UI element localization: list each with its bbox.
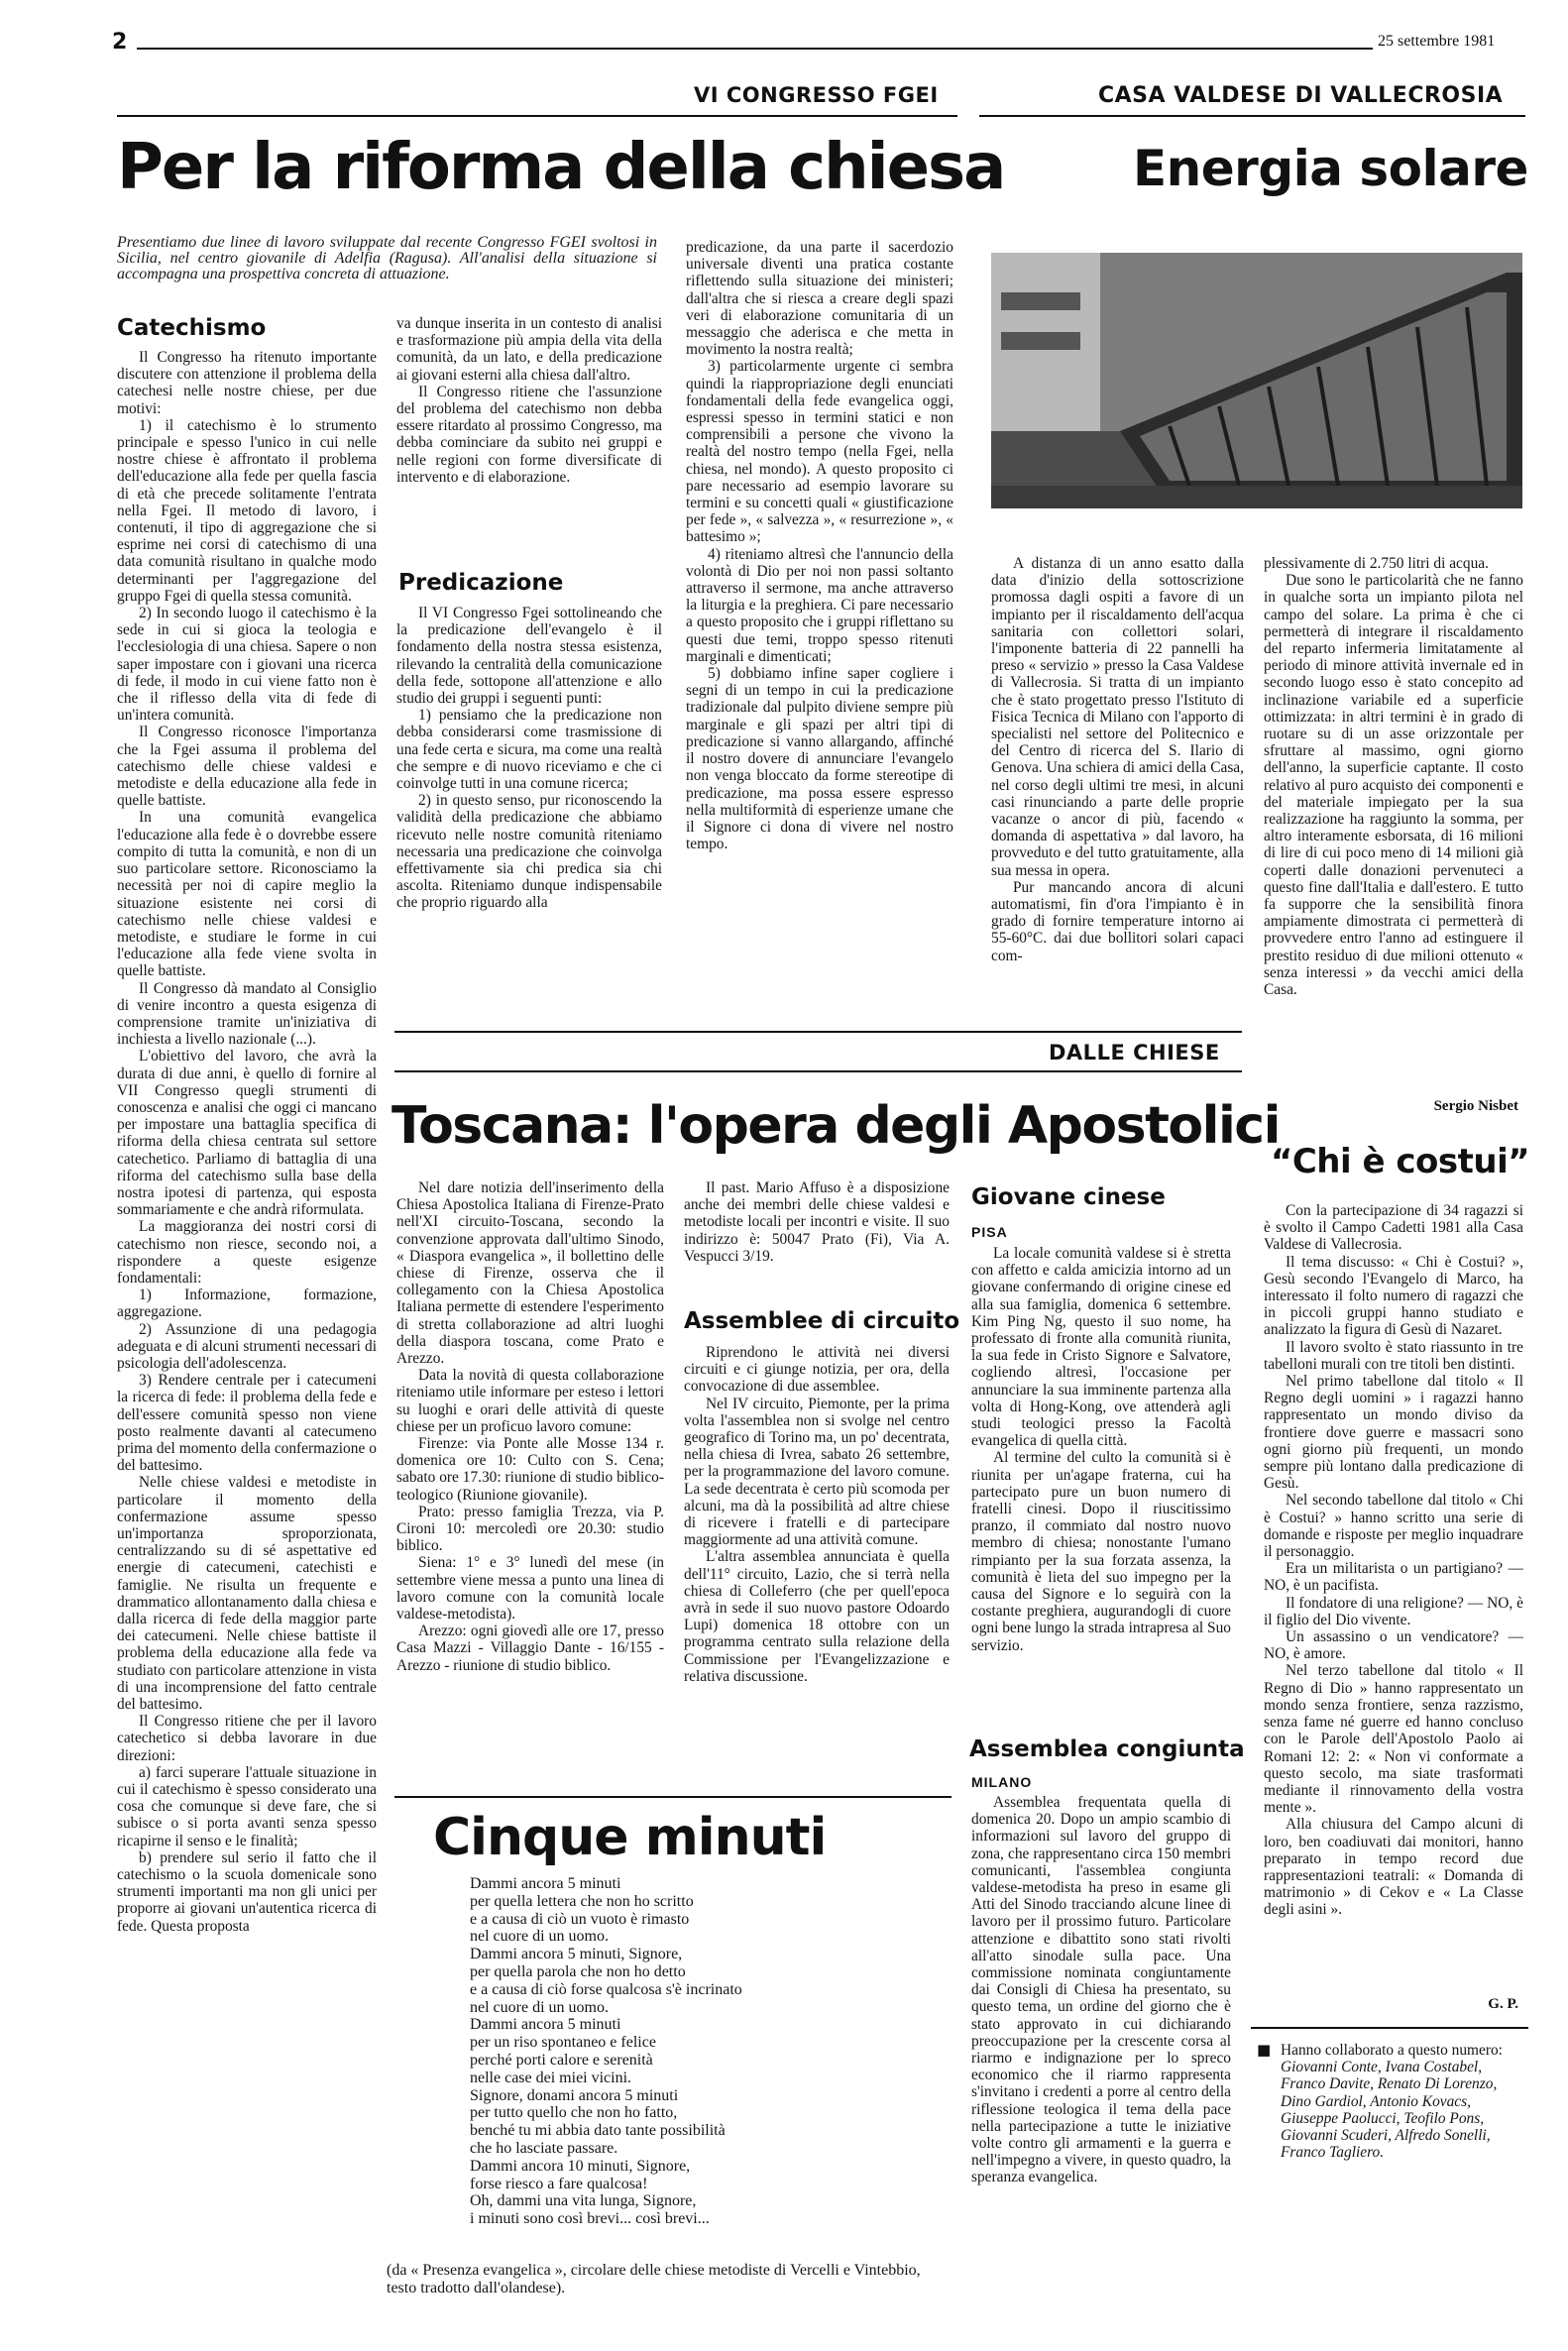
- solar-signature: Sergio Nisbet: [1433, 1098, 1518, 1114]
- paragraph: L'altra assemblea annunciata è quella dell'11° circuito, Lazio, che si terrà nella chiesa di Colleferro (che per quell'epoca avrà in sede il suo nuovo pastore Odoardo Lupi) domenica 18 ottobre con un programma centrato sulla relazione della Commissione per l'Evangelizzazione e relativa discussione.: [684, 1548, 950, 1685]
- paragraph: predicazione, da una parte il sacerdozio universale diventi una pratica costante riflettendo sulla situazione dei ministeri; dall'altra che si riesca a creare degli spazi veri di elaborazione comunitaria di un messaggio che aderisca e che metta in movimento la nostra realtà;: [686, 239, 953, 359]
- solar-headline: Energia solare: [1133, 140, 1528, 197]
- paragraph: Il Congresso riconosce l'importanza che la Fgei assuma il problema del catechismo delle chiese valdesi e metodiste e della educazione alla fede in quelle battiste.: [117, 724, 377, 810]
- paragraph: 2) in questo senso, pur riconoscendo la validità della predicazione che abbiamo ricevuto nelle nostre comunità riteniamo necessaria una predicazione che coinvolga effettivamente sia chi predica sia chi ascolta. Riteniamo dunque indispensabile che proprio riguardo alla: [396, 792, 662, 912]
- paragraph: Nel IV circuito, Piemonte, per la prima volta l'assemblea non si svolge nel centro geografico di Torino ma, un po' decentrata, nella chiesa di Ivrea, sabato 26 settembre, per la programmazione del lavoro comune. La sede decentrata è certo più scomoda per alcuni, ma dà la possibilità ad altre chiese di ricevere i fratelli e di partecipare maggiormente ad una attività comune.: [684, 1395, 950, 1549]
- paragraph: Il Congresso ritiene che per il lavoro catechetico si debba lavorare in due direzioni:: [117, 1713, 377, 1764]
- paragraph: Riprendono le attività nei diversi circuiti e ci giunge notizia, per ora, della convocazione di due assemblee.: [684, 1344, 950, 1396]
- contributors-box: [1251, 2042, 1526, 2319]
- paragraph: Il fondatore di una religione? — NO, è il figlio del Dio vivente.: [1264, 1594, 1523, 1628]
- rule-main-top: [117, 115, 957, 117]
- paragraph: Alla chiusura del Campo alcuni di loro, ben coadiuvati dai monitori, hanno preparato in tempo record due rappresentazioni teatrali: « Domanda di matrimonio » di Cekov e « La Classe degli asini ».: [1264, 1816, 1523, 1919]
- giovane-cinese-text: [971, 1245, 1231, 1721]
- place-milano: MILANO: [971, 1774, 1033, 1790]
- place-pisa: PISA: [971, 1224, 1008, 1240]
- main-col1: [117, 349, 377, 1955]
- paragraph: Era un militarista o un partigiano? — NO, è un pacifista.: [1264, 1560, 1523, 1595]
- paragraph: Al termine del culto la comunità si è riunita per un'agape fraterna, cui ha partecipato pure un buon numero di fratelli cinesi. Dopo il riuscitissimo pranzo, il commiato dal nostro nuovo membro di chiesa; nonostante l'umano rimpianto per la sua forzata assenza, la comunità è lieta del suo impegno per la causa del Signore e lo seguirà con la costante preghiera, augurandogli di cuore ogni bene lungo la strada intrapresa al Suo servizio.: [971, 1449, 1231, 1654]
- cinque-minuti-poem: Dammi ancora 5 minuti per quella lettera che non ho scritto e a causa di ciò un vuoto è rimasto nel cuore di un uomo. Dammi ancora 5 minuti, Signore, per quella parola che non ho detto e a causa di ciò forse qualcosa s'è incrinato nel cuore di un uomo. Dammi ancora 5 minuti per un riso spontaneo e felice perché porti calore e serenità nelle case dei miei vicini. Signore, donami ancora 5 minuti per tutto quello che non ho fatto, benché tu mi abbia dato tante possibilità che ho lasciate passare. Dammi ancora 10 minuti, Signore, forse riesco a fare qualcosa! Oh, dammi una vita lunga, Signore, i minuti sono così brevi... così brevi...: [470, 1875, 742, 2228]
- paragraph: Il tema discusso: « Chi è Costui? », Gesù secondo l'Evangelo di Marco, ha interessato il folto numero di ragazzi che in piccoli gruppi hanno studiato e analizzato la figura di Gesù di Nazaret.: [1264, 1253, 1523, 1339]
- paragraph: Nelle chiese valdesi e metodiste in particolare il momento della confermazione assume spesso un'importanza sproporzionata, centralizzando su di sé aspettative ed energie di catecumeni, catechisti e famiglie. Ne risulta un frequente e drammatico allontanamento dalla chiesa e dalla ricerca di fede della maggior parte dei catecumeni. Nelle chiese battiste il problema della educazione alla fede va studiato con particolare attenzione in vista di una incomprensione del fatto centrale del battesimo.: [117, 1474, 377, 1714]
- paragraph: plessivamente di 2.750 litri di acqua.: [1264, 555, 1489, 572]
- cinque-minuti-source: (da « Presenza evangelica », circolare delle chiese metodiste di Vercelli e Vintebbio, testo tradotto dall'olandese).: [387, 2262, 921, 2296]
- paragraph: b) prendere sul serio il fatto che il catechismo o la scuola domenicale sono strumenti importanti ma non gli unici per proporre ai giovani un'autentica ricerca di fede. Questa proposta: [117, 1848, 377, 1935]
- paragraph: 2) In secondo luogo il catechismo è la sede in cui si gioca la teologia e l'ecclesiologia di una chiesa. Sapere o non saper impostare con i giovani una ricerca di fede, il modo in cui viene fatto non è che il riflesso della vita di fede di un'intera comunità.: [117, 605, 377, 725]
- sub-giovane-cinese: Giovane cinese: [971, 1184, 1166, 1210]
- page-date: 25 settembre 1981: [1378, 33, 1496, 50]
- solar-col2: [1264, 555, 1523, 1095]
- paragraph: a) farci superare l'attuale situazione in cui il catechismo è spesso considerato una cosa che comunque si deve fare, che si subisce o si porta avanti senza spesso ricapirne il senso e le finalità;: [117, 1763, 377, 1849]
- paragraph: Assemblea frequentata quella di domenica 20. Dopo un ampio scambio di informazioni sul lavoro del gruppo di zona, che rappresentano circa 150 membri comunicanti, l'assemblea congiunta valdese-metodista ha preso in esame gli Atti del Sinodo tracciando alcune linee di lavoro per il prossimo futuro. Particolare attenzione e dibattito sono stati rivolti all'atto sinodale sulla pace. Una commissione nominata congiuntamente dai Consigli di Chiesa ha presentato, su questo tema, un ordine del giorno che è stato approvato in cui dichiarando preoccupazione per la crescente corsa al riarmo e indignazione per lo spreco economico che il riarmo rappresenta s'invitano i credenti a porre al centro della riflessione teologica il tema della pace nella partecipazione a tutte le iniziative volte contro gli armamenti e la guerra e nell'impegno a vivere, in questo quadro, la speranza evangelica.: [971, 1794, 1231, 2186]
- paragraph: 1) pensiamo che la predicazione non debba considerarsi come trasmissione di una fede certa e sicura, ma come una realtà che sempre e di nuovo riceviamo e che ci coinvolge tutti in una comune ricerca;: [396, 707, 662, 793]
- paragraph: Il past. Mario Affuso è a disposizione anche dei membri delle chiese valdesi e metodiste locali per incontri e visite. Il suo indirizzo è: 50047 Prato (Fi), Via A. Vespucci 3/19.: [684, 1179, 950, 1265]
- paragraph: Nel primo tabellone dal titolo « Il Regno degli uomini » i ragazzi hanno rappresentato un mondo diviso da frontiere dove guerre e massacri sono ogni giorno più frequenti, un mondo sempre più lontano dalla predicazione di Gesù.: [1264, 1373, 1523, 1493]
- paragraph: va dunque inserita in un contesto di analisi e trasformazione più ampia della vita della comunità, da un lato, e della predicazione ai giovani esterni alla chiesa dall'altro.: [396, 315, 662, 384]
- paragraph: 2) Assunzione di una pedagogia adeguata e di alcuni strumenti necessari di psicologia dell'adolescenza.: [117, 1320, 377, 1372]
- sub-predicazione: Predicazione: [398, 570, 564, 596]
- rule-contributors: [1251, 2027, 1528, 2029]
- paragraph: Due sono le particolarità che ne fanno in qualche sorta un impianto pilota nel campo del solare. La prima è che ci permetterà di integrare il riscaldamento del reparto infermeria limitatamente al periodo di minore attività invernale ed in secondo luogo esso è stato concepito ad inclinazione variabile ed a superficie ottimizzata: in altri termini è in grado di ruotare su di un asse orizzontale per sfruttare al massimo, ogni giorno dell'anno, la superficie captante. Il costo relativo al puro acquisto dei componenti e del materiale impiegato per la sua realizzazione ha raggiunto la somma, per altro interamente esborsata, di 16 milioni di lire di cui poco meno di 14 milioni già coperti dalle donazioni pervenuteci a questo fine dall'Italia e dall'estero. E tutto fa supporre che la sensibilità finora ampiamente dimostrata ci permetterà di provvedere entro l'anno ad estinguere il prestito residuo di due milioni ottenuto « senza interessi » da vecchi amici della Casa.: [1264, 572, 1523, 999]
- cinque-minuti-headline: Cinque minuti: [433, 1808, 827, 1867]
- paragraph: Siena: 1° e 3° lunedì del mese (in settembre viene messa a punto una linea di lavoro comune con la comunità locale valdese-metodista).: [396, 1554, 664, 1623]
- chi-e-costui-text: [1264, 1202, 1523, 2015]
- paragraph: Nel terzo tabellone dal titolo « Il Regno di Dio » hanno rappresentato un mondo senza frontiere, senza razzismo, senza fame né guerre ed hanno concluso con le Parole dell'Apostolo Paolo ai Romani 12: 2: « Non vi conformate a questo secolo, ma siate trasformati mediante il rinnovamento della vostra mente ».: [1264, 1662, 1523, 1817]
- solar-panels-photo: [991, 253, 1522, 508]
- paragraph: Il VI Congresso Fgei sottolineando che la predicazione dell'evangelo è il fondamento della nostra stessa esistenza, rilevando la centralità della comunicazione della fede, sottopone all'attenzione e allo studio dei gruppi i seguenti punti:: [396, 605, 662, 708]
- paragraph: Prato: presso famiglia Trezza, via P. Cironi 10: mercoledì ore 20.30: studio biblico.: [396, 1503, 664, 1555]
- main-col2a: [396, 315, 662, 563]
- solar-photo-illustration: [991, 253, 1522, 508]
- paragraph: Firenze: via Ponte alle Mosse 134 r. domenica ore 10: Culto con S. Cena; sabato ore 17.30: riunione di studio biblico-teologico (Riunione giovanile).: [396, 1435, 664, 1504]
- paragraph: 1) Informazione, formazione, aggregazione.: [117, 1287, 377, 1321]
- paragraph: 1) il catechismo è lo strumento principale e spesso l'unico in cui nelle nostre chiese è affrontato il problema dell'educazione alla fede per quella fascia di età che precede solitamente l'entrata nella Fgei. Il metodo di lavoro, i contenuti, il tipo di aggregazione che si esprime nei corsi di catechismo di una data comunità risultano in qualche modo determinanti per l'aggregazione del gruppo Fgei di quella stessa comunità.: [117, 416, 377, 605]
- solar-col1: [991, 555, 1244, 1021]
- paragraph: Con la partecipazione di 34 ragazzi si è svolto il Campo Cadetti 1981 alla Casa Valdese di Vallecrosia.: [1264, 1202, 1523, 1254]
- paragraph: L'obiettivo del lavoro, che avrà la durata di due anni, è quello di fornire al VII Congresso quegli strumenti di conoscenza e analisi che oggi ci mancano per impostare una battaglia specifica di riforma della chiesa centrata sul settore catechetico. Parliamo di battaglia di una riforma del catechismo sulla base della nostra ipotesi di partenza, qui esposta sommariamente e che andrà riformulata.: [117, 1048, 377, 1219]
- paragraph: 5) dobbiamo infine saper cogliere i segni di un tempo in cui la predicazione tradizionale dal pulpito diviene sempre più marginale e gli spazi per altri tipi di predicazione si vanno allargando, affinché il nostro dovere di annunciare l'evangelo non venga bloccato da forme stereotipe di predicazione, ma possa essere espresso nella multiformità di esperienze umane che il Signore ci dona di vivere nel nostro tempo.: [686, 665, 953, 853]
- kicker-vallecrosia: CASA VALDESE DI VALLECROSIA: [1098, 83, 1504, 108]
- paragraph: A distanza di un anno esatto dalla data d'inizio della sottoscrizione promossa dagli ospiti a favore di un impianto per il riscaldamento dell'acqua sanitaria con collettori solari, l'imponente batteria di 22 pannelli ha preso « servizio » presso la Casa Valdese di Vallecrosia. Si tratta di un impianto che è stato progettato presso l'Istituto di Fisica Tecnica di Milano con l'apporto di specialisti nel settore del Politecnico e del Centro di ricerca del S. Ilario di Genova. Una schiera di amici della Casa, nel corso degli ultimi tre mesi, in alcuni casi rinunciando a parte delle proprie vacanze o ancor di più, facendo « domanda di aspettativa » dal lavoro, ha provveduto e del tutto gratuitamente, alla sua messa in opera.: [991, 555, 1244, 879]
- page-number: 2: [112, 30, 128, 55]
- toscana-headline: Toscana: l'opera degli Apostolici: [392, 1096, 1280, 1156]
- contributors-marker: ■: [1257, 2041, 1272, 2059]
- paragraph: Il Congresso ritiene che l'assunzione del problema del catechismo non debba essere ritardato al prossimo Congresso, ma debba cominciare da subito nei gruppi e nelle regioni con forme diversificate di intervento e di elaborazione.: [396, 383, 662, 486]
- contributors-text: [1281, 2042, 1522, 2309]
- sub-catechismo: Catechismo: [117, 315, 267, 341]
- paragraph: La maggioranza dei nostri corsi di catechismo non riesce, secondo noi, a rispondere a queste esigenze fondamentali:: [117, 1218, 377, 1287]
- contributors-lead: Hanno collaborato a questo numero:: [1281, 2042, 1503, 2059]
- paragraph: 3) particolarmente urgente ci sembra quindi la riappropriazione degli enunciati fondamentali della fede evangelica oggi, espressi spesso in termini statici e non comprensibili a persone che vivono la realtà del nostro tempo (nella Fgei, nella chiesa, nel mondo). A questo proposito ci pare necessario ad esempio lavorare su termini e su concetti quali « giustificazione per fede », « salvezza », « resurrezione », « battesimo »;: [686, 358, 953, 546]
- paragraph: 4) riteniamo altresì che l'annuncio della volontà di Dio per noi non passi soltanto attraverso il sermone, ma anche attraverso la liturgia e la preghiera. Ci pare necessario a questo proposito che i gruppi riflettano su questi due temi, troppo spesso ritenuti marginali e dimenticati;: [686, 545, 953, 665]
- header-rule: [137, 48, 1373, 50]
- main-col3: [686, 239, 953, 1022]
- toscana-col1: [396, 1179, 664, 1824]
- sub-assemblee-circuito: Assemblee di circuito: [684, 1308, 960, 1334]
- toscana-col2b: [684, 1344, 950, 1790]
- main-headline: Per la riforma della chiesa: [117, 131, 1005, 204]
- toscana-col2a: [684, 1179, 950, 1293]
- contributors-names: Giovanni Conte, Ivana Costabel, Franco Davite, Renato Di Lorenzo, Dino Gardiol, Antonio Kovacs, Giuseppe Paolucci, Teofilo Pons, Giovanni Scuderi, Alfredo Sonelli, Franco Tagliero.: [1281, 2059, 1498, 2162]
- kicker-dalle-chiese: DALLE CHIESE: [1049, 1041, 1220, 1064]
- rule-dalle-chiese: [394, 1031, 1242, 1033]
- sub-assemblea-congiunta: Assemblea congiunta: [969, 1736, 1245, 1762]
- chi-e-costui-signature: G. P.: [1488, 1996, 1518, 2012]
- rule-cinque-minuti: [394, 1796, 952, 1798]
- rule-toscana: [394, 1070, 1242, 1072]
- chi-e-costui-headline: “Chi è costui”: [1271, 1142, 1530, 1181]
- paragraph: In una comunità evangelica l'educazione alla fede è o dovrebbe essere compito di tutta la comunità, e non di un suo particolare settore. Riconosciamo la necessità per noi di capire meglio la situazione esistente nei corsi di catechismo nelle chiese valdesi e metodiste, e studiare le forme in cui l'educazione alla fede viene svolta in quelle battiste.: [117, 809, 377, 980]
- main-col2b: [396, 605, 662, 1021]
- paragraph: Data la novità di questa collaborazione riteniamo utile informare per esteso i lettori su luoghi e orari delle attività di queste chiese per un proficuo lavoro comune:: [396, 1367, 664, 1435]
- assemblea-congiunta-text: [971, 1794, 1231, 2319]
- paragraph: Il Congresso dà mandato al Consiglio di venire incontro a questa esigenza di comprensione tramite un'iniziativa di inchiesta a livello nazionale (...).: [117, 979, 377, 1049]
- paragraph: Nel dare notizia dell'inserimento della Chiesa Apostolica Italiana di Firenze-Prato nell'XI circuito-Toscana, secondo la convenzione approvata dall'ultimo Sinodo, « Diaspora evangelica », il bollettino delle chiese di Firenze, osserva che il collegamento con la Chiesa Apostolica Italiana permette di estendere l'esperimento di stretta collaborazione ad altri luoghi della diaspora toscana, come Prato e Arezzo.: [396, 1179, 664, 1368]
- paragraph: Nel secondo tabellone dal titolo « Chi è Costui? » hanno scritto una serie di domande e risposte per meglio inquadrare il personaggio.: [1264, 1492, 1523, 1561]
- paragraph: Il lavoro svolto è stato riassunto in tre tabelloni murali con tre titoli ben distinti.: [1264, 1338, 1523, 1373]
- paragraph: Arezzo: ogni giovedì alle ore 17, presso Casa Mazzi - Villaggio Dante - 16/155 - Arezzo - riunione di studio biblico.: [396, 1623, 664, 1674]
- paragraph: La locale comunità valdese si è stretta con affetto e calda amicizia intorno ad un giovane confermando di origine cinese ed alla sua famiglia, domenica 6 settembre. Kim Ping Ng, questo il suo nome, ha professato di fronte alla comunità riunita, la sua fede in Cristo Signore e Salvatore, cogliendo altresì, l'occasione per annunciare la sua imminente partenza alla volta di Hong-Kong, ove attenderà agli studi teologici presso la Facoltà evangelica di quella città.: [971, 1245, 1231, 1450]
- main-intro: Presentiamo due linee di lavoro sviluppate dal recente Congresso FGEI svoltosi in Sicilia, nel centro giovanile di Adelfia (Ragusa). All'analisi della situazione si accompagna una prospettiva concreta di attuazione.: [117, 234, 657, 282]
- paragraph: Il Congresso ha ritenuto importante discutere con attenzione il problema della catechesi nelle nostre chiese, per due motivi:: [117, 349, 377, 417]
- paragraph: Un assassino o un vendicatore? — NO, è amore.: [1264, 1628, 1523, 1663]
- paragraph: 3) Rendere centrale per i catecumeni la ricerca di fede: il problema della fede e dell'essere comunità spesso non viene posto realmente davanti al catecumeno prima del momento della confermazione o del battesimo.: [117, 1372, 377, 1475]
- kicker-fgei: VI CONGRESSO FGEI: [694, 83, 939, 107]
- rule-solar-top: [979, 115, 1525, 117]
- paragraph: Pur mancando ancora di alcuni automatismi, fin d'ora l'impianto è in grado di fornire temperature intorno ai 55-60°C. dai due bollitori solari capaci com-: [991, 878, 1244, 964]
